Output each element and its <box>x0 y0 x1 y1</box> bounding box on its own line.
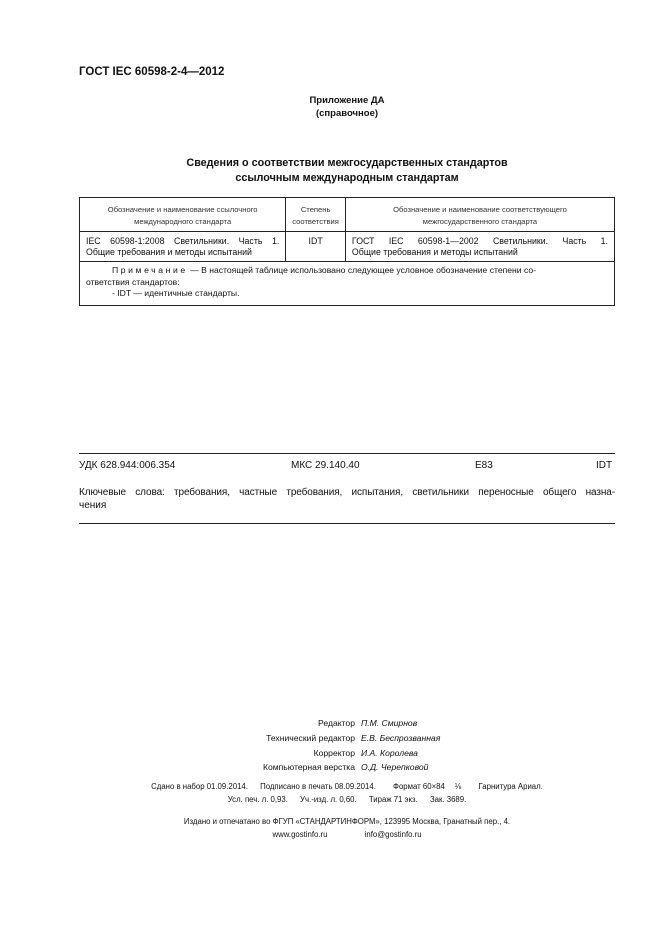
cell-degree: IDT <box>286 232 346 262</box>
edition-sheets: Уч.-изд. л. 0,60. <box>300 795 357 804</box>
paper-format: Формат 60×84 ⅛ <box>393 782 462 791</box>
print-run: Тираж 71 экз. <box>368 795 418 804</box>
table-caption-line1: Сведения о соответствии межгосударственных стандартов <box>186 157 508 169</box>
publisher-line: Издано и отпечатано во ФГУП «СТАНДАРТИНФОРМ», 123995 Москва, Гранатный пер., 4. <box>183 817 511 826</box>
keywords <box>79 487 615 512</box>
staff-layout: Компьютерная верстка О.Д. Черепковой <box>262 762 429 773</box>
conformity-degree: IDT <box>596 460 613 471</box>
keywords-line2: чения <box>79 499 107 511</box>
divider-top <box>79 453 615 454</box>
table-row <box>80 232 615 262</box>
table-header-row <box>80 198 615 232</box>
print-details-line1 <box>79 780 615 793</box>
note-item: - IDT — идентичные стандарты. <box>112 288 240 298</box>
publisher-email[interactable]: info@gostinfo.ru <box>364 830 422 839</box>
staff-list <box>79 716 615 775</box>
print-details-line2 <box>79 793 615 806</box>
publisher-website[interactable]: www.gostinfo.ru <box>272 830 328 839</box>
signed-date: Подписано в печать 08.09.2014. <box>260 782 376 791</box>
cell-interstate-standard: ГОСТ IEC 60598-1—2002 Светильники. Часть 1. Общие требования и методы испытаний <box>345 232 614 262</box>
correspondence-table <box>79 197 615 306</box>
format-fraction: ⅛ <box>454 782 462 791</box>
publisher-contacts <box>79 828 615 841</box>
document-number: ГОСТ IEC 60598-2-4—2012 <box>79 66 225 78</box>
annex-title: Приложение ДА <box>309 95 385 106</box>
header-interstate-standard: Обозначение и наименование соответствующего межгосударственного стандарта <box>345 198 614 232</box>
order-number: Зак. 3689. <box>429 795 467 804</box>
table-note <box>80 262 615 306</box>
staff-editor: Редактор П.М. Смирнов <box>318 718 418 728</box>
header-degree: Степень соответствия <box>286 198 346 232</box>
note-text: — В настоящей таблице использовано следующее условное обозначение степени со- <box>187 265 537 275</box>
note-text-continued: ответствия стандартов: <box>86 276 180 287</box>
cell-international-standard: IEC 60598-1:2008 Светильники. Часть 1. Общие требования и методы испытаний <box>80 232 286 262</box>
staff-proofreader: Корректор И.А. Королева <box>313 747 418 758</box>
staff-technical-editor: Технический редактор Е.В. Беспрозванная <box>266 732 441 743</box>
classification-code: E83 <box>475 460 493 471</box>
table-caption-line2: ссылочным международным стандартам <box>235 172 459 184</box>
annex-type: (справочное) <box>315 108 379 119</box>
header-international-standard: Обозначение и наименование ссылочного международного стандарта <box>80 198 286 232</box>
submitted-date: Сдано в набор 01.09.2014. <box>151 782 248 791</box>
typeface: Гарнитура Ариал. <box>478 782 543 791</box>
divider-bottom <box>79 523 615 524</box>
keywords-line1: Ключевые слова: требования, частные требования, испытания, светильники переносные общего назна- <box>79 487 615 498</box>
udk-code: УДК 628.944:006.354 <box>79 460 176 471</box>
mks-code: МКС 29.140.40 <box>291 460 360 471</box>
table-note-row <box>80 262 615 306</box>
printed-sheets: Усл. печ. л. 0,93. <box>227 795 288 804</box>
note-label: Примечание <box>112 265 188 275</box>
